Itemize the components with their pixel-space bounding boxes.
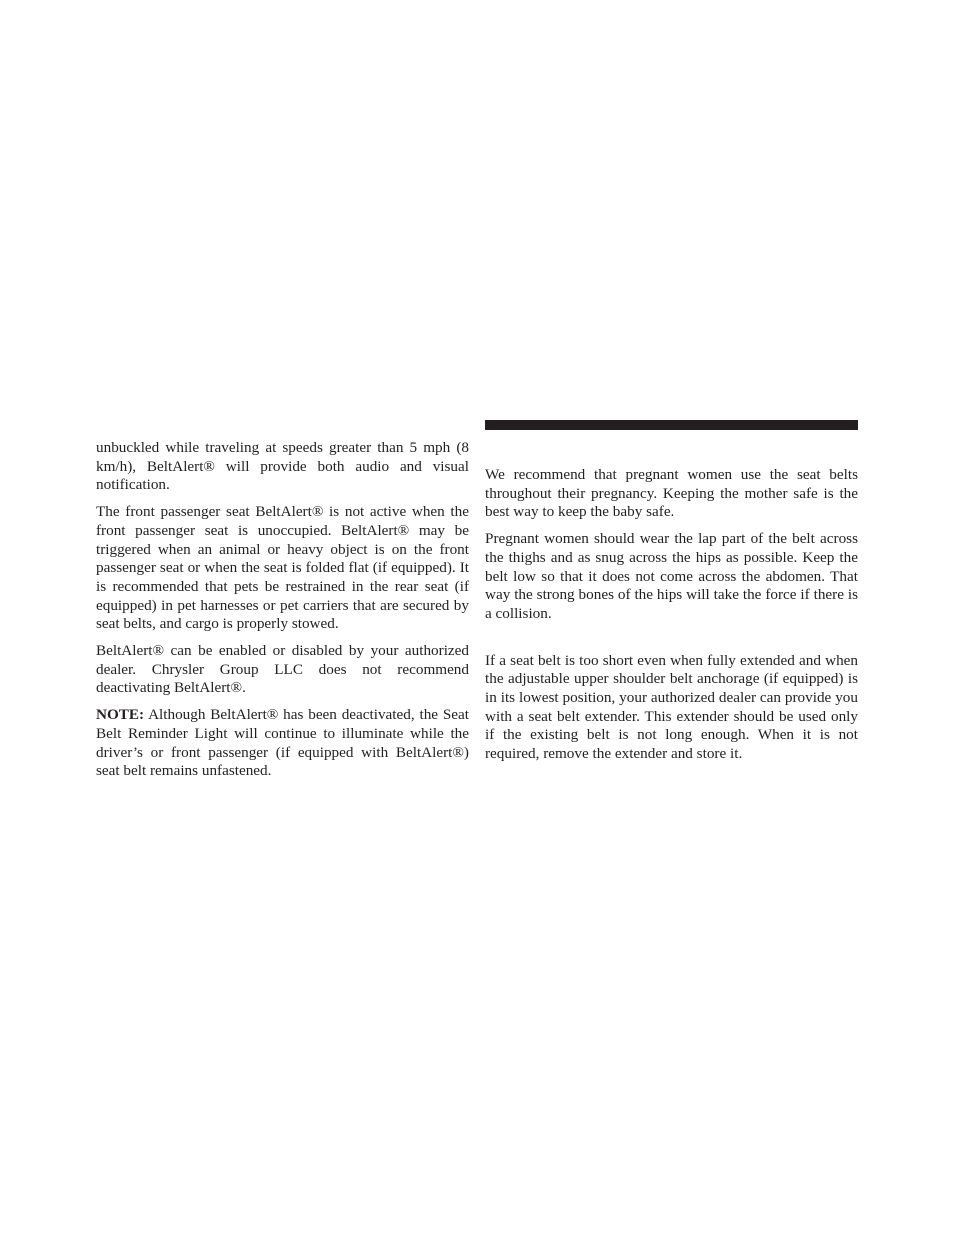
right-column bbox=[485, 466, 858, 772]
passenger-seat-paragraph: The front passenger seat BeltAlert® is not active when the front passenger seat is unoccupied. BeltAlert® may be triggered when an animal or heavy object is on the front passenger seat or when the seat is folded flat (if equipped). It is recommended that pets be restrained in the rear seat (if equipped) in pet harnesses or pet carriers that are secured by seat belts, and cargo is properly stowed. bbox=[96, 503, 469, 633]
seat-belt-extender-paragraph: If a seat belt is too short even when fully extended and when the adjustable upper shoulder belt anchorage (if equipped) is in its lowest position, your authorized dealer can provide you with a seat belt extender. This extender should be used only if the existing belt is not long enough. When it is not required, remove the extender and store it. bbox=[485, 651, 858, 763]
pregnant-women-recommendation-paragraph: We recommend that pregnant women use the seat belts throughout their pregnancy. Keeping the mother safe is the best way to keep the baby safe. bbox=[485, 466, 858, 521]
left-column bbox=[96, 439, 469, 789]
note-paragraph bbox=[96, 706, 469, 781]
beltalert-speed-paragraph: unbuckled while traveling at speeds greater than 5 mph (8 km/h), BeltAlert® will provide both audio and visual notification. bbox=[96, 439, 469, 494]
note-label: NOTE: bbox=[96, 706, 145, 724]
dealer-enable-paragraph: BeltAlert® can be enabled or disabled by your authorized dealer. Chrysler Group LLC does not recommend deactivating BeltAlert®. bbox=[96, 642, 469, 697]
section-header-bar bbox=[485, 420, 858, 430]
lap-belt-position-paragraph: Pregnant women should wear the lap part of the belt across the thighs and as snug across the hips as possible. Keep the belt low so that it does not come across the abdomen. That way the strong bones of the hips will take the force if there is a collision. bbox=[485, 530, 858, 622]
note-text: Although BeltAlert® has been deactivated, the Seat Belt Reminder Light will continue to illuminate while the driver’s or front passenger (if equipped with BeltAlert®) seat belt remains unfastened. bbox=[96, 706, 469, 780]
